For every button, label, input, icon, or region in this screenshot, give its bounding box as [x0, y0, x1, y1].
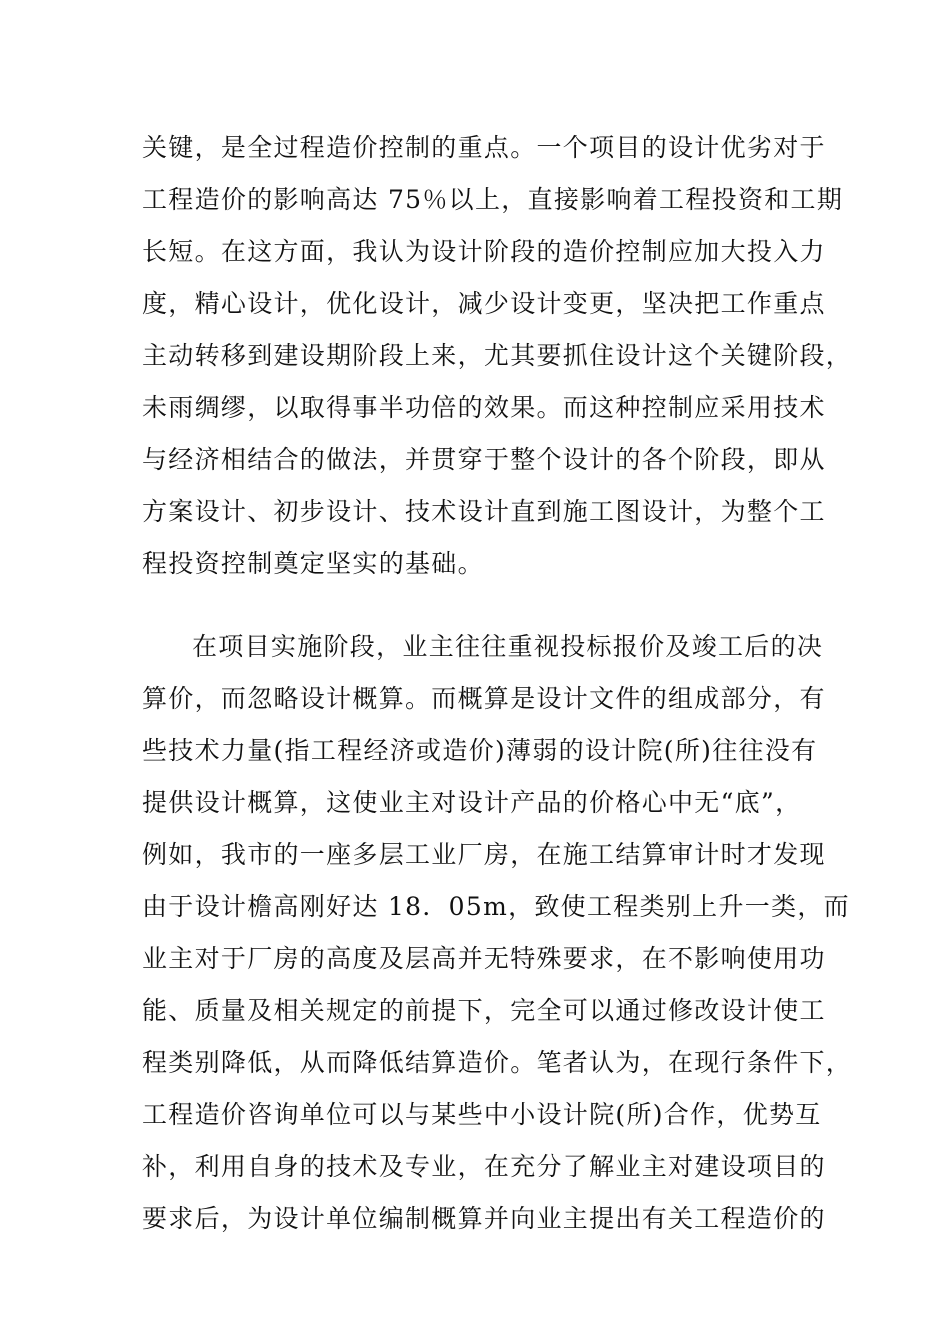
paragraph-line: 工程造价的影响高达 75％以上，直接影响着工程投资和工期 [142, 185, 844, 214]
paragraph-line: 能、质量及相关规定的前提下，完全可以通过修改设计使工 [142, 996, 826, 1025]
paragraph-line: 例如，我市的一座多层工业厂房，在施工结算审计时才发现 [142, 840, 826, 869]
paragraph-line: 程投资控制奠定坚实的基础。 [142, 549, 484, 578]
paragraph-line: 未雨绸缪，以取得事半功倍的效果。而这种控制应采用技术 [142, 393, 826, 422]
paragraph-line: 算价，而忽略设计概算。而概算是设计文件的组成部分，有 [142, 684, 826, 713]
paragraph-line: 提供设计概算，这使业主对设计产品的价格心中无“底”， [142, 788, 802, 817]
paragraph-line: 在项目实施阶段，业主往往重视投标报价及竣工后的决 [192, 632, 824, 661]
paragraph-line: 度，精心设计，优化设计，减少设计变更，坚决把工作重点 [142, 289, 826, 318]
paragraph-line: 长短。在这方面，我认为设计阶段的造价控制应加大投入力 [142, 237, 826, 266]
paragraph-line: 方案设计、初步设计、技术设计直到施工图设计，为整个工 [142, 497, 826, 526]
paragraph-line: 程类别降低，从而降低结算造价。笔者认为，在现行条件下， [142, 1048, 853, 1077]
paragraph-line: 补，利用自身的技术及专业，在充分了解业主对建设项目的 [142, 1152, 826, 1181]
paragraph-line: 由于设计檐高刚好达 18．05m，致使工程类别上升一类，而 [142, 892, 850, 921]
paragraph-line: 主动转移到建设期阶段上来，尤其要抓住设计这个关键阶段， [142, 341, 853, 370]
paragraph-line: 业主对于厂房的高度及层高并无特殊要求，在不影响使用功 [142, 944, 826, 973]
paragraph-line: 关键，是全过程造价控制的重点。一个项目的设计优劣对于 [142, 133, 826, 162]
paragraph-line: 与经济相结合的做法，并贯穿于整个设计的各个阶段，即从 [142, 445, 826, 474]
paragraph-line: 工程造价咨询单位可以与某些中小设计院(所)合作，优势互 [142, 1100, 822, 1129]
paragraph-line: 些技术力量(指工程经济或造价)薄弱的设计院(所)往往没有 [142, 736, 818, 765]
paragraph-line: 要求后，为设计单位编制概算并向业主提出有关工程造价的 [142, 1204, 826, 1233]
